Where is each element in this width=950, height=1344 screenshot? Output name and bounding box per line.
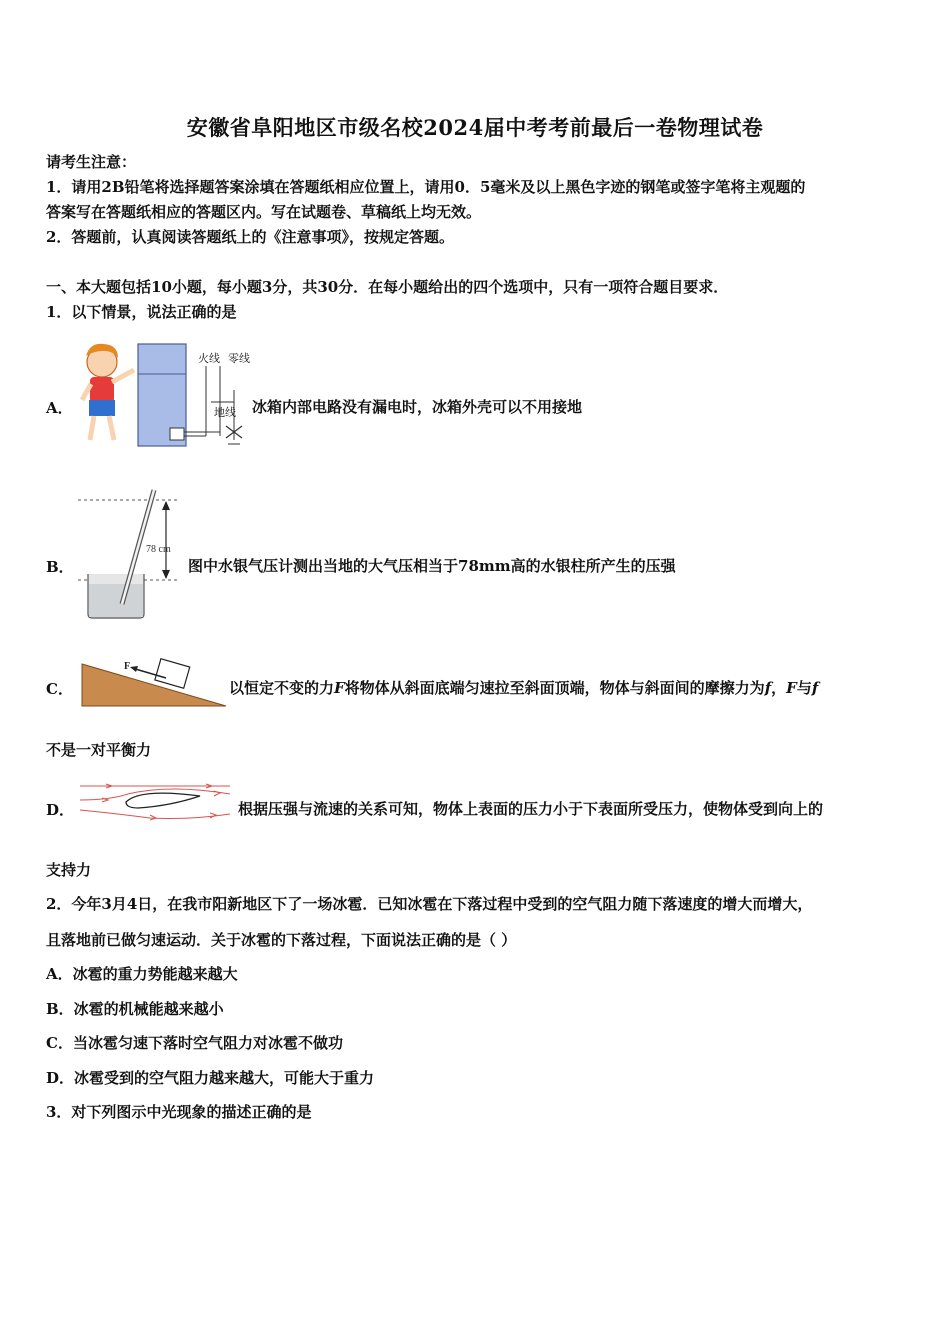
q2-option-d: D．冰雹受到的空气阻力越来越大，可能大于重力 [46, 1069, 375, 1087]
notice-line-1a: 1．请用2B铅笔将选择题答案涂填在答题纸相应位置上，请用0．5毫米及以上黑色字迹的钢笔或签字笔将主观题的 [46, 178, 806, 196]
neutral-wire-label: 零线 [228, 353, 250, 365]
height-label: 78 cm [146, 544, 171, 555]
q1-stem: 1．以下情景，说法正确的是 [46, 303, 237, 321]
q1-option-d-text: 根据压强与流速的关系可知，物体上表面的压力小于下表面所受压力，使物体受到向上的 [238, 800, 824, 818]
mercury-barometer-figure [78, 488, 184, 620]
q1-option-d-text-cont: 支持力 [46, 861, 92, 879]
block [155, 659, 190, 688]
q2-stem-b: 且落地前已做匀速运动．关于冰雹的下落过程，下面说法正确的是（ ） [46, 931, 517, 949]
notice-line-1b: 答案写在答题纸相应的答题区内。写在试题卷、草稿纸上均无效。 [46, 203, 482, 221]
q1-option-c-label: C． [46, 680, 73, 698]
page-title: 安徽省阜阳地区市级名校2024届中考考前最后一卷物理试卷 [186, 115, 764, 140]
ground-wire-label: 地线 [214, 407, 236, 419]
airfoil-flow-figure [80, 780, 234, 824]
child-illustration [82, 344, 134, 440]
notice-heading: 请考生注意： [46, 153, 137, 171]
wing-shape [126, 793, 200, 808]
section-heading: 一、本大题包括10小题，每小题3分，共30分．在每小题给出的四个选项中，只有一项符合题目要求． [46, 278, 729, 296]
fridge-grounding-figure [76, 340, 248, 452]
force-label: F [124, 661, 131, 672]
q1-option-a-text: 冰箱内部电路没有漏电时，冰箱外壳可以不用接地 [252, 398, 583, 416]
q1-option-c-text: 以恒定不变的力F将物体从斜面底端匀速拉至斜面顶端，物体与斜面间的摩擦力为f，F与f [229, 679, 819, 697]
notice-line-2: 2．答题前，认真阅读答题纸上的《注意事项》，按规定答题。 [46, 228, 454, 246]
incline-ramp [82, 664, 226, 706]
q1-option-a-label: A． [46, 399, 73, 417]
q3-stem: 3．对下列图示中光现象的描述正确的是 [46, 1103, 312, 1121]
live-wire-label: 火线 [198, 353, 220, 365]
q2-stem-a: 2．今年3月4日，在我市阳新地区下了一场冰雹．已知冰雹在下落过程中受到的空气阻力随下落速度的增大而增大， [46, 895, 813, 913]
incline-figure [80, 656, 228, 708]
q2-option-b: B．冰雹的机械能越来越小 [46, 1000, 224, 1018]
q1-option-d-label: D． [46, 801, 75, 819]
q2-option-a: A．冰雹的重力势能越来越大 [46, 965, 238, 983]
q1-option-b-label: B． [46, 558, 74, 576]
q1-option-b-text: 图中水银气压计测出当地的大气压相当于78mm高的水银柱所产生的压强 [188, 557, 676, 575]
q2-option-c: C．当冰雹匀速下落时空气阻力对冰雹不做功 [46, 1034, 343, 1052]
q1-option-c-text-cont: 不是一对平衡力 [46, 741, 152, 759]
